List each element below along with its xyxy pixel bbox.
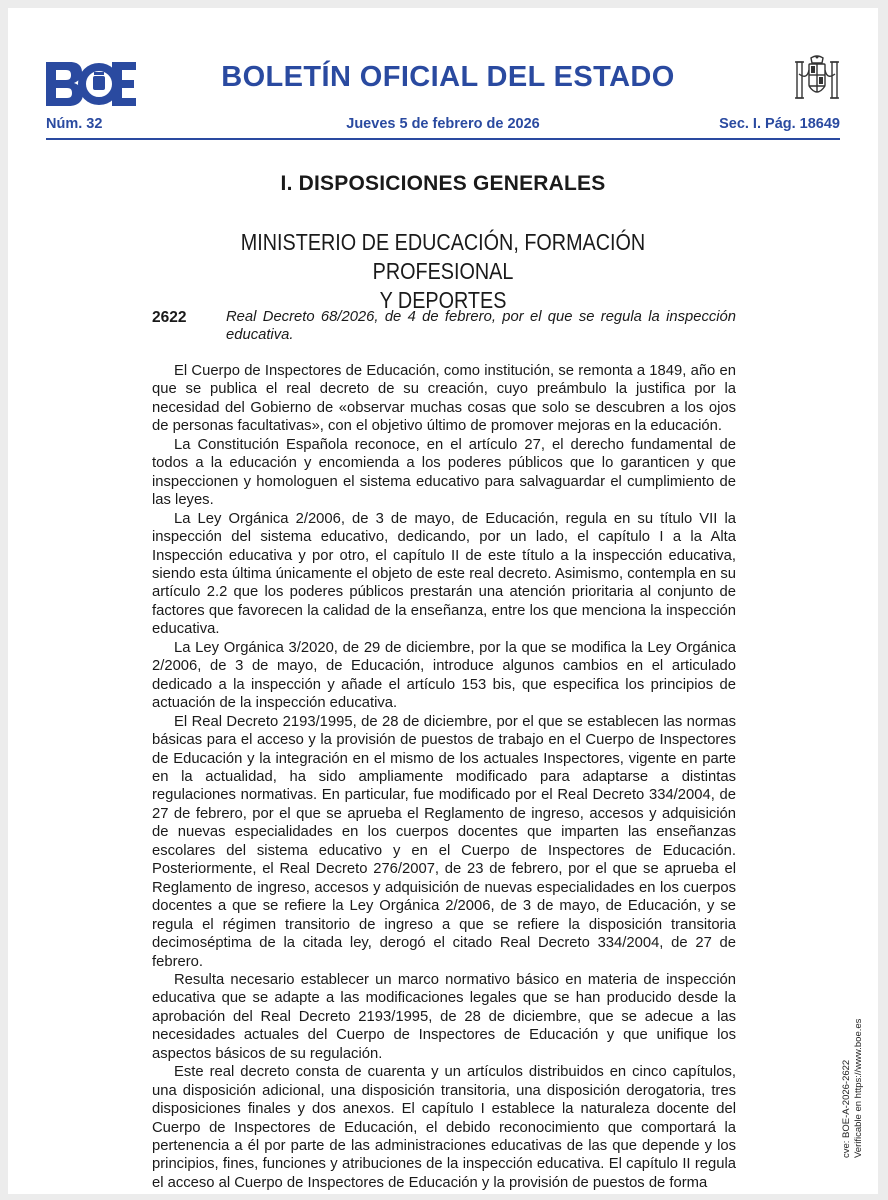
verification-link[interactable]: Verificable en https://www.boe.es xyxy=(853,1018,864,1158)
section-title: I. DISPOSICIONES GENERALES xyxy=(280,172,606,195)
document-page xyxy=(8,8,878,1194)
preamble-body xyxy=(152,362,736,1192)
issue-date: Jueves 5 de febrero de 2026 xyxy=(346,116,540,132)
paragraph: El Real Decreto 2193/1995, de 28 de diciembre, por el que se establecen las normas básicas para el acceso y la provisión de puestos de trabajo en el Cuerpo de Inspectores de Educación y la integración en el mismo de los actuales Inspectores, vigente en parte en la actualidad, ha sido ampliamente modificado para adaptarse a distintas regulaciones normativas. En particular, fue modificado por el Real Decreto 334/2004, de 27 de febrero, por el que se aprueba el Reglamento de ingreso, accesos y adquisición de nuevas especialidades en los cuerpos docentes que imparten las enseñanzas escolares del sistema educativo y en el Cuerpo de Inspectores de Educación. Posteriormente, el Real Decreto 276/2007, de 23 de febrero, por el que se aprueba el Reglamento de ingreso, accesos y adquisición de nuevas especialidades en los cuerpos docentes a que se refiere la Ley Orgánica 2/2006, de 3 de mayo, de Educación, y se regula el régimen transitorio de ingreso a que se refiere la disposición transitoria decimoséptima de la citada ley, derogó el citado Real Decreto 334/2004, de 27 de febrero. xyxy=(152,713,736,970)
gazette-title: BOLETÍN OFICIAL DEL ESTADO xyxy=(221,61,675,93)
paragraph: La Constitución Española reconoce, en el artículo 27, el derecho fundamental de todos a la educación y encomienda a los poderes públicos que lo garanticen y que inspeccionen y homologuen el sistema educativo para salvaguardar el cumplimiento de las leyes. xyxy=(152,436,736,509)
paragraph: Este real decreto consta de cuarenta y un artículos distribuidos en cinco capítulos, una disposición adicional, una disposición transitoria, una disposición derogatoria, tres disposiciones finales y dos anexos. El capítulo I establece la naturaleza docente del Cuerpo de Inspectores de Educación, el debido reconocimiento que comportará la pertenencia a él por parte de las administraciones educativas de las que depende y los principios, fines, funciones y atribuciones de la inspección educativa. El capítulo II regula el acceso al Cuerpo de Inspectores de Educación y la provisión de puestos de forma xyxy=(152,1064,736,1191)
page-reference: Sec. I. Pág. 18649 xyxy=(719,116,840,132)
coat-of-arms-icon xyxy=(794,54,840,106)
paragraph: La Ley Orgánica 2/2006, de 3 de mayo, de Educación, regula en su título VII la inspección del sistema educativo, dedicando, por un lado, el capítulo I a la Alta Inspección educativa y por otro, el capítulo II de este título a la inspección educativa, siendo esta última únicamente el objeto de este real decreto. Asimismo, contempla en su artículo 2.2 que los poderes públicos prestarán una atención prioritaria al conjunto de factores que favorecen la calidad de la enseñanza, entre los que menciona la inspección educativa. xyxy=(152,510,736,638)
boe-logo xyxy=(46,62,136,106)
issue-number: Núm. 32 xyxy=(46,116,103,132)
ministry-line-2: Y DEPORTES xyxy=(379,287,507,313)
paragraph: La Ley Orgánica 3/2020, de 29 de diciembre, por la que se modifica la Ley Orgánica 2/2006, de 3 de mayo, de Educación, introduce algunos cambios en el articulado dedicado a la inspección y añade el artículo 153 bis, que especifica los principios de actuación de la inspección educativa. xyxy=(152,639,736,712)
header-divider xyxy=(46,138,840,140)
disposition-number: 2622 xyxy=(152,309,187,326)
disposition-title: Real Decreto 68/2026, de 4 de febrero, por el que se regula la inspección educativa. xyxy=(226,309,736,344)
ministry-title xyxy=(181,228,706,315)
paragraph: El Cuerpo de Inspectores de Educación, como institución, se remonta a 1849, año en que se publica el real decreto de su creación, cuyo preámbulo la justifica por la necesidad del Gobierno de «observar muchas cosas que solo se descubren a los ojos de personas facultativas», con el objetivo último de promover mejoras en la educación. xyxy=(152,363,736,435)
ministry-line-1: MINISTERIO DE EDUCACIÓN, FORMACIÓN PROFESIONAL xyxy=(240,229,646,284)
paragraph: Resulta necesario establecer un marco normativo básico en materia de inspección educativa que se adapte a las modificaciones legales que se han producido desde la aprobación del Real Decreto 2193/1995, de 28 de diciembre, que se adecue a las necesidades actuales del Cuerpo de Inspectores de Educación y que unifique los aspectos básicos de su regulación. xyxy=(152,971,736,1062)
cve-code: cve: BOE-A-2026-2622 xyxy=(841,1059,852,1158)
verification-note xyxy=(841,1019,865,1158)
